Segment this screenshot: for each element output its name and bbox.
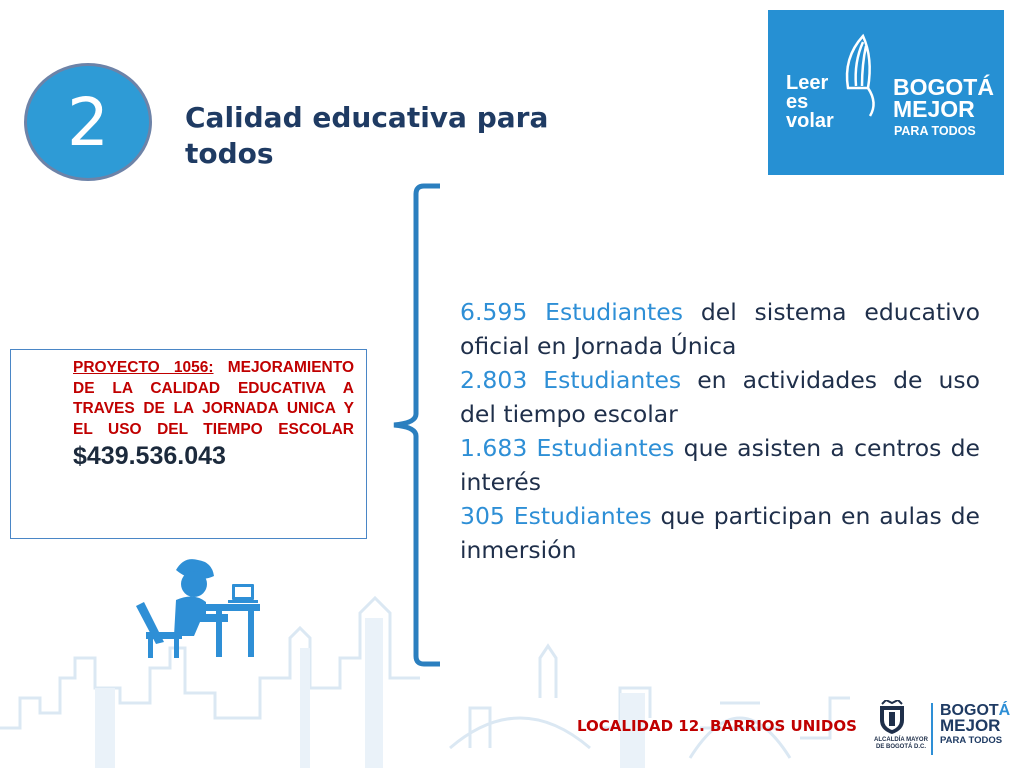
footer-locality: LOCALIDAD 12. BARRIOS UNIDOS — [577, 717, 857, 735]
footer-divider — [931, 703, 933, 755]
section-title: Calidad educativa para todos — [185, 101, 549, 170]
kite-book-icon — [828, 28, 898, 118]
stat-item: 2.803 Estudiantes en actividades de uso del tiempo escolar — [460, 366, 980, 428]
stat-item: 305 Estudiantes que participan en aulas de inmersión — [460, 502, 980, 564]
project-description: PROYECTO 1056: MEJORAMIENTO DE LA CALIDAD EDUCATIVA A TRAVES DE LA JORNADA UNICA Y EL USO DEL TIEMPO ESCOLAR — [73, 359, 354, 438]
section-number: 2 — [67, 83, 109, 161]
student-at-desk-icon — [136, 556, 266, 660]
project-amount: $439.536.043 — [73, 442, 226, 470]
alcaldia-label: ALCALDÍA MAYOR DE BOGOTÁ D.C. — [874, 737, 928, 750]
bogota-mejor-text: BOGOTÁ MEJOR — [893, 74, 994, 122]
stat-item: 6.595 Estudiantes del sistema educativo oficial en Jornada Única — [460, 298, 980, 360]
leer-es-volar-logo — [768, 10, 1004, 175]
stat-item: 1.683 Estudiantes que asisten a centros de interés — [460, 434, 980, 496]
para-todos-text: PARA TODOS — [894, 124, 976, 138]
bogota-mejor-footer-logo: BOGOTÁ MEJOR PARA TODOS — [940, 702, 1011, 746]
section-number-badge — [24, 63, 152, 181]
leer-es-volar-text: Leer es volar — [786, 72, 834, 132]
project-label: PROYECTO 1056: — [73, 359, 214, 376]
coat-of-arms-icon — [874, 700, 910, 736]
student-stats-list — [460, 295, 980, 567]
left-brace — [388, 182, 444, 668]
project-box — [10, 349, 367, 539]
